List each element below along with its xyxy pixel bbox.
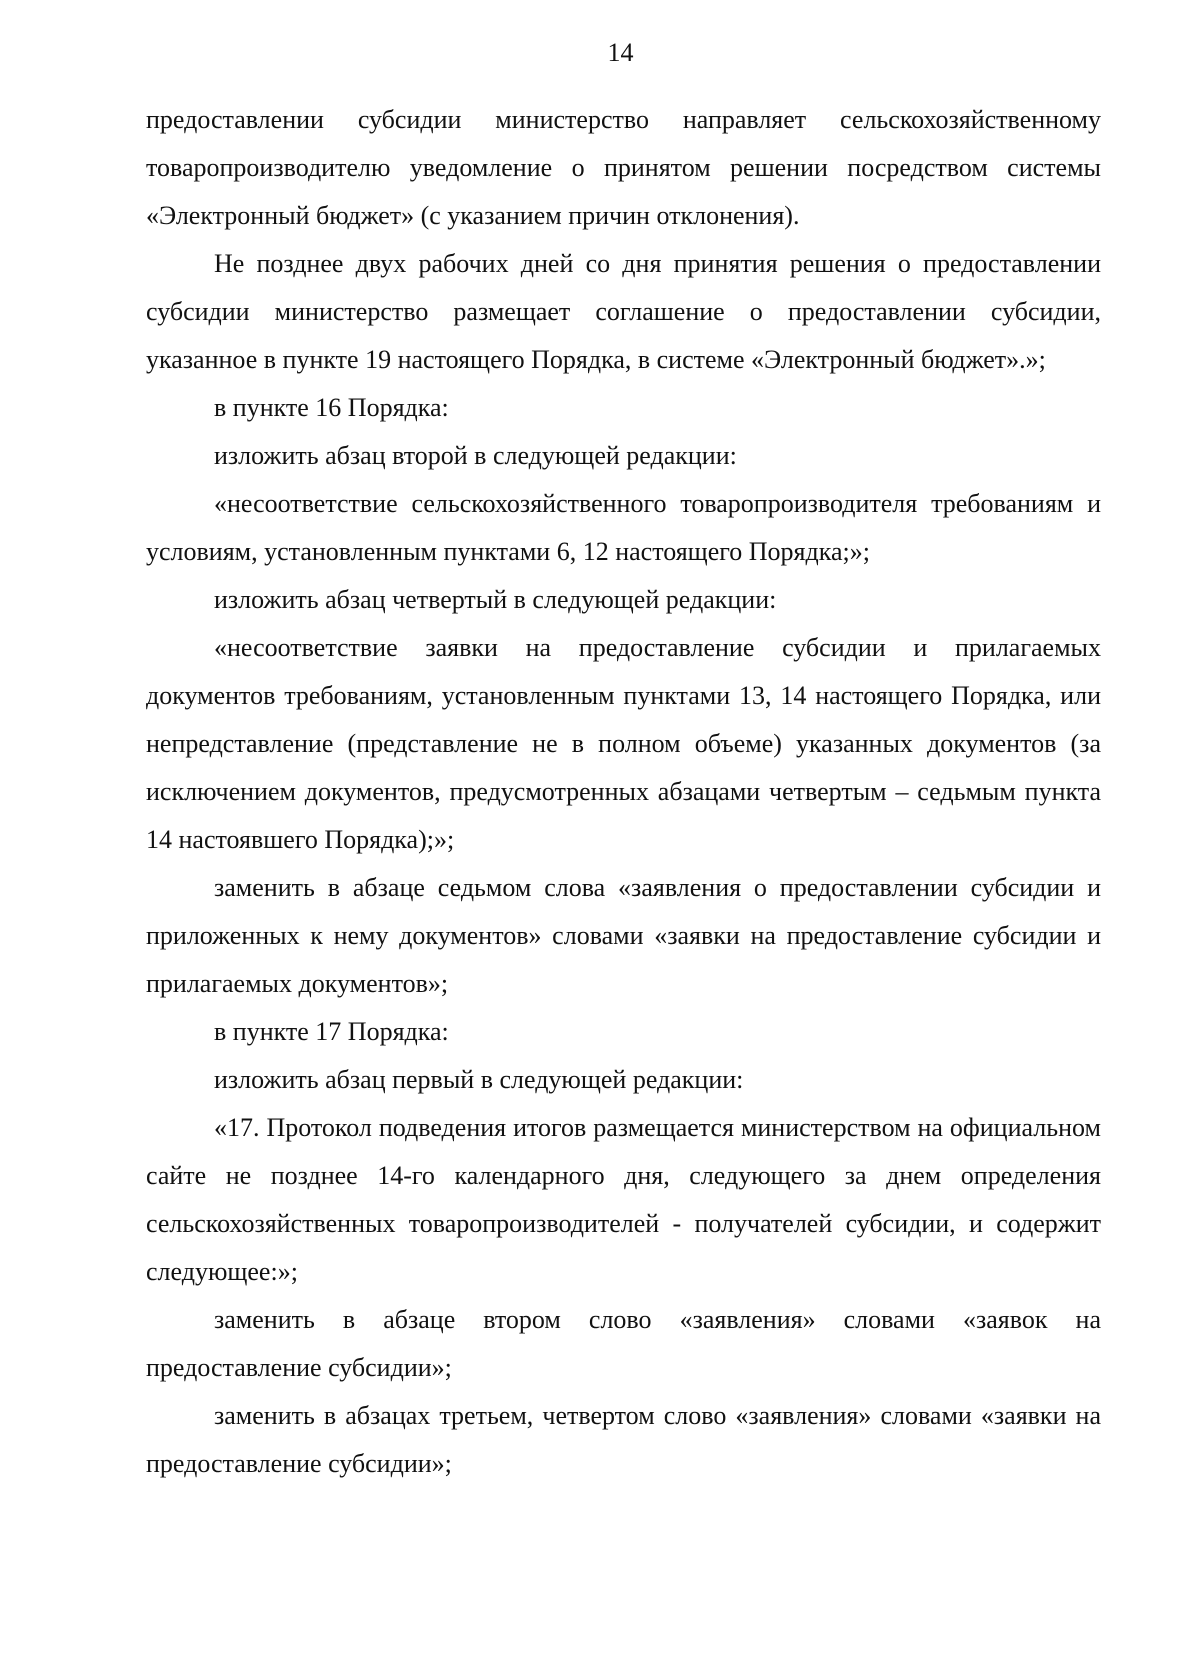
paragraph: в пункте 17 Порядка: (214, 1017, 449, 1046)
page-number: 14 (607, 38, 634, 67)
document-body (146, 96, 1101, 1488)
paragraph: Не позднее двух рабочих дней со дня принятия решения о предоставлении субсидии министерство размещает соглашение о предоставлении субсидии, указанное в пункте 19 настоящего Порядка, в системе «Электронный бюджет».»; (146, 249, 1101, 374)
paragraph: заменить в абзаце втором слово «заявления» словами «заявок на предоставление субсидии»; (146, 1305, 1101, 1382)
paragraph: «несоответствие заявки на предоставление субсидии и прилагаемых документов требованиям, установленным пунктами 13, 14 настоящего Порядка, или непредставление (представление не в полном объеме) указанных документов (за исключением документов, предусмотренных абзацами четвертым – седьмым пункта 14 настоявшего Порядка);»; (146, 633, 1101, 854)
paragraph: в пункте 16 Порядка: (214, 393, 449, 422)
paragraph: изложить абзац первый в следующей редакции: (214, 1065, 744, 1094)
paragraph: изложить абзац четвертый в следующей редакции: (214, 585, 777, 614)
paragraph: изложить абзац второй в следующей редакции: (214, 441, 737, 470)
paragraph: предоставлении субсидии министерство направляет сельскохозяйственному товаропроизводителю уведомление о принятом решении посредством системы «Электронный бюджет» (с указанием причин отклонения). (146, 105, 1101, 230)
paragraph: «17. Протокол подведения итогов размещается министерством на официальном сайте не позднее 14-го календарного дня, следующего за днем определения сельскохозяйственных товаропроизводителей - получателей субсидии, и содержит следующее:»; (146, 1113, 1101, 1286)
paragraph: заменить в абзаце седьмом слова «заявления о предоставлении субсидии и приложенных к нему документов» словами «заявки на предоставление субсидии и прилагаемых документов»; (146, 873, 1101, 998)
paragraph: «несоответствие сельскохозяйственного товаропроизводителя требованиям и условиям, установленным пунктами 6, 12 настоящего Порядка;»; (146, 489, 1101, 566)
paragraph: заменить в абзацах третьем, четвертом слово «заявления» словами «заявки на предоставление субсидии»; (146, 1401, 1101, 1478)
